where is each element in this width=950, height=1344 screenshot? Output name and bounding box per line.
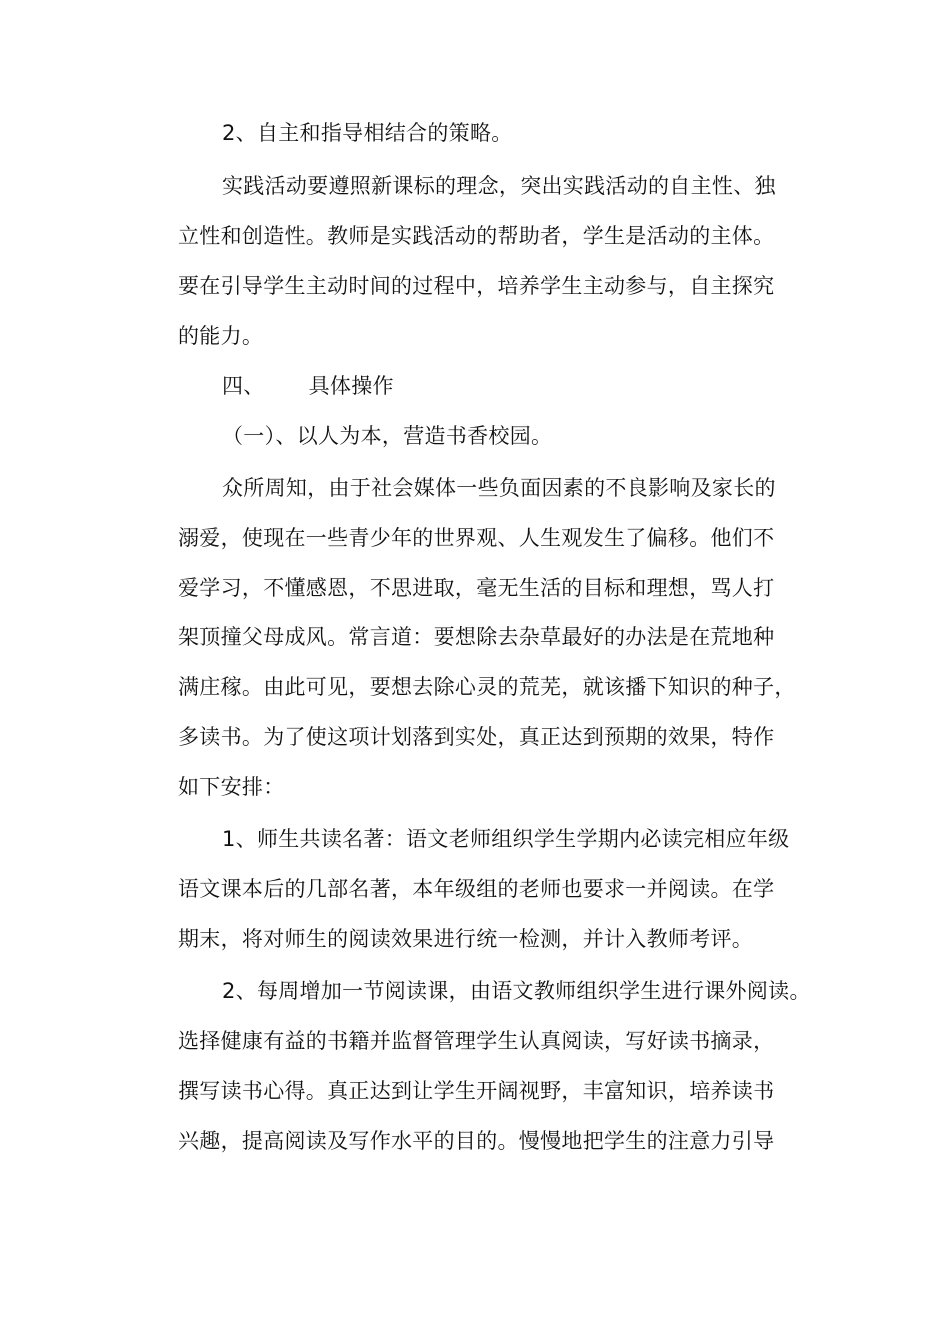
section-heading bbox=[222, 371, 394, 401]
list-item-line: 1、师生共读名著：语文老师组织学生学期内必读完相应年级 bbox=[222, 827, 790, 851]
paragraph-line: 众所周知，由于社会媒体一些负面因素的不良影响及家长的 bbox=[222, 476, 776, 500]
list-item-line: 2、每周增加一节阅读课，由语文教师组织学生进行课外阅读。 bbox=[222, 979, 811, 1003]
list-item-line: 撰写读书心得。真正达到让学生开阔视野，丰富知识，培养读书 bbox=[178, 1079, 775, 1103]
subsection-heading: （一）、以人为本，营造书香校园。 bbox=[222, 424, 553, 448]
paragraph-line: 溺爱，使现在一些青少年的世界观、人生观发生了偏移。他们不 bbox=[178, 526, 775, 550]
paragraph-line: 架顶撞父母成风。常言道：要想除去杂草最好的办法是在荒地种 bbox=[178, 625, 775, 649]
paragraph-line: 多读书。为了使这项计划落到实处，真正达到预期的效果，特作 bbox=[178, 725, 775, 749]
paragraph-line: 的能力。 bbox=[178, 324, 264, 348]
paragraph-line: 满庄稼。由此可见，要想去除心灵的荒芜，就该播下知识的种子， bbox=[178, 675, 796, 699]
paragraph-line: 要在引导学生主动时间的过程中，培养学生主动参与，自主探究 bbox=[178, 274, 775, 298]
paragraph-line: 立性和创造性。教师是实践活动的帮助者，学生是活动的主体。 bbox=[178, 224, 775, 248]
list-item-line: 期末，将对师生的阅读效果进行统一检测，并计入教师考评。 bbox=[178, 927, 754, 951]
list-item-line: 语文课本后的几部名著，本年级组的老师也要求一并阅读。在学 bbox=[178, 877, 775, 901]
section-title: 具体操作 bbox=[308, 374, 394, 398]
section-number: 四、 bbox=[222, 374, 265, 398]
strategy-heading: 2、自主和指导相结合的策略。 bbox=[222, 121, 513, 145]
list-item-line: 选择健康有益的书籍并监督管理学生认真阅读，写好读书摘录， bbox=[178, 1029, 775, 1053]
list-item-line: 兴趣，提高阅读及写作水平的目的。慢慢地把学生的注意力引导 bbox=[178, 1129, 775, 1153]
paragraph-line: 实践活动要遵照新课标的理念，突出实践活动的自主性、独 bbox=[222, 174, 776, 198]
paragraph-line: 爱学习，不懂感恩，不思进取，毫无生活的目标和理想，骂人打 bbox=[178, 576, 775, 600]
paragraph-line: 如下安排： bbox=[178, 775, 285, 799]
